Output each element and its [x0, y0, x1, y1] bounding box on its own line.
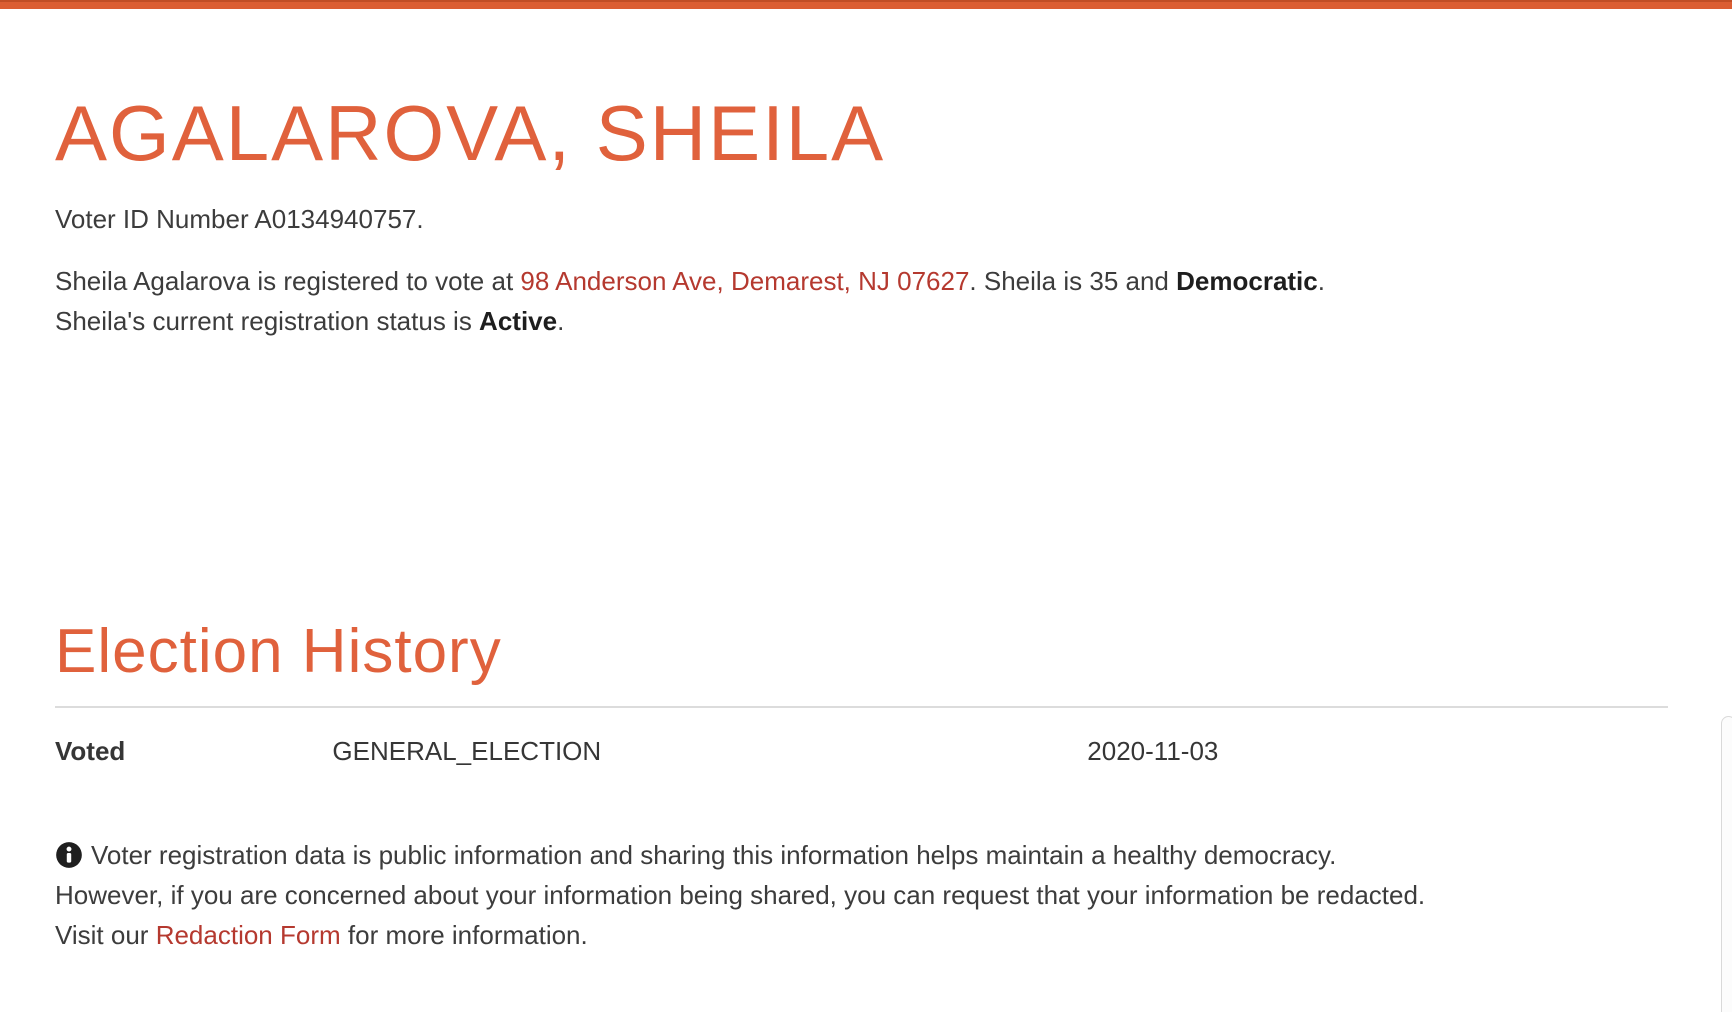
summary-line-2	[55, 301, 1668, 341]
party-value: Democratic	[1176, 266, 1318, 296]
election-history-table	[55, 708, 1668, 781]
summary-text: . Sheila is 35 and	[969, 266, 1177, 296]
election-history-heading: Election History	[55, 617, 502, 686]
disclaimer-line-3	[55, 915, 1668, 955]
summary-line-1	[55, 261, 1668, 301]
election-history-row	[55, 708, 1668, 781]
redaction-form-link[interactable]: Redaction Form	[155, 920, 341, 950]
disclaimer-text: However, if you are concerned about your information being shared, you can request that your information be redacted.	[55, 880, 1426, 910]
disclaimer-line-1	[55, 835, 1668, 875]
voter-name-heading: AGALAROVA, SHEILA	[55, 89, 886, 177]
election-type-cell: GENERAL_ELECTION	[332, 736, 602, 766]
summary-text: Sheila Agalarova is registered to vote at	[55, 266, 521, 296]
disclaimer-text: Voter registration data is public information and sharing this information helps maintain a healthy democracy.	[91, 840, 1337, 870]
voter-id-line: Voter ID Number A0134940757.	[55, 204, 424, 234]
election-date-cell: 2020-11-03	[1087, 736, 1219, 766]
vote-status-cell: Voted	[55, 736, 126, 766]
summary-text: .	[557, 306, 565, 336]
summary-text: Sheila's current registration status is	[55, 306, 480, 336]
disclaimer	[55, 835, 1668, 955]
voter-summary	[55, 261, 1668, 341]
disclaimer-text: for more information.	[340, 920, 588, 950]
address-link[interactable]: 98 Anderson Ave, Demarest, NJ 07627	[520, 266, 970, 296]
election-history-section	[55, 618, 1668, 781]
status-value: Active	[479, 306, 558, 336]
info-circle-icon	[55, 841, 83, 869]
disclaimer-line-2	[55, 875, 1668, 915]
voter-detail-page	[0, 89, 1732, 955]
scrollbar-thumb[interactable]	[1721, 716, 1732, 1012]
summary-text: .	[1317, 266, 1325, 296]
disclaimer-text: Visit our	[55, 920, 156, 950]
top-accent-bar	[0, 0, 1732, 9]
